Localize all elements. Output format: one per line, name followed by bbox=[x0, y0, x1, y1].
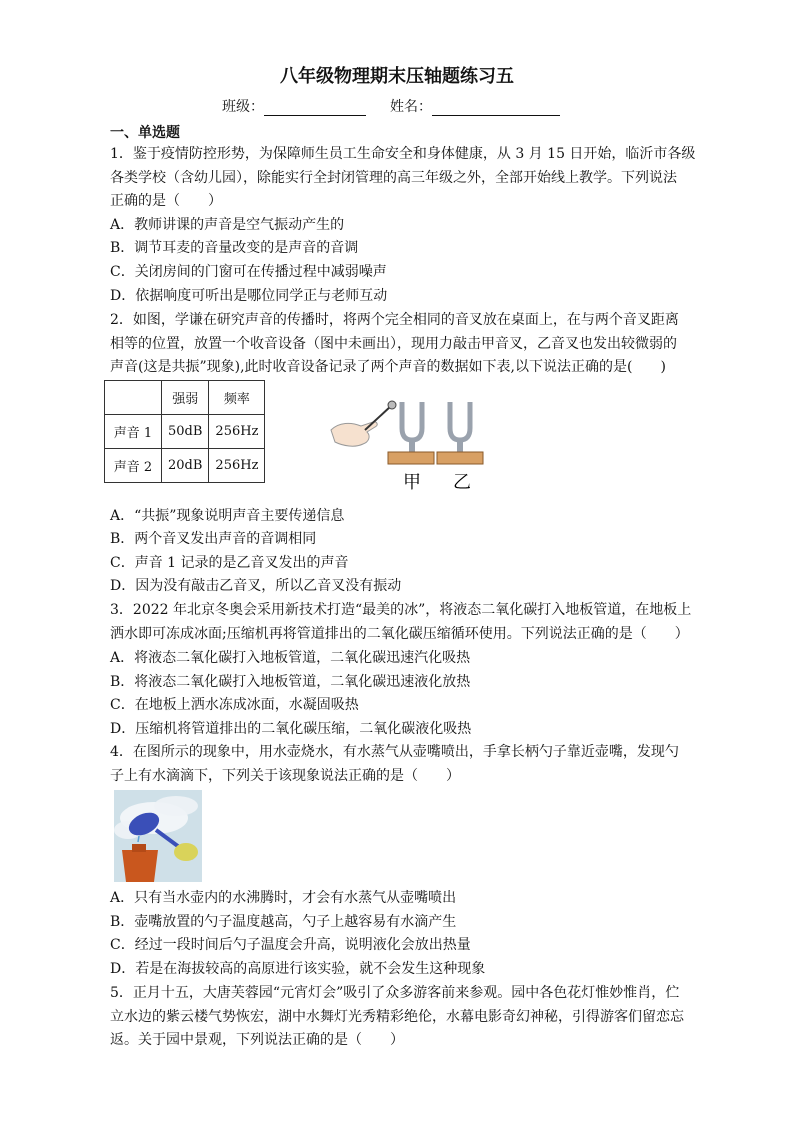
tuning-fork-figure bbox=[325, 392, 495, 492]
q2-stem-line-3: 声音(这是共振”现象),此时收音设备记录了两个声音的数据如下表,以下说法正确的是( ) bbox=[110, 359, 666, 375]
table-cell: 256Hz bbox=[209, 415, 265, 449]
q2-stem-line-2: 相等的位置，放置一个收音设备（图中未画出），现用力敲击甲音叉，乙音叉也发出较微弱的 bbox=[110, 336, 677, 352]
mallet-handle bbox=[365, 406, 391, 430]
table-row bbox=[105, 449, 265, 483]
q1-option-b[interactable]: B．调节耳麦的音量改变的是声音的音调 bbox=[110, 240, 359, 256]
class-blank[interactable] bbox=[264, 99, 366, 116]
q4-stem-line-2: 子上有水滴滴下，下列关于该现象说法正确的是（ ） bbox=[110, 768, 460, 784]
hand-icon bbox=[174, 843, 198, 861]
mallet-head bbox=[388, 401, 396, 409]
section-title: 一、单选题 bbox=[110, 125, 180, 141]
fork-a-label: 甲 bbox=[403, 472, 421, 492]
q3-option-a[interactable]: A．将液态二氧化碳打入地板管道，二氧化碳迅速汽化吸热 bbox=[110, 650, 471, 666]
table-header-cell: 强弱 bbox=[162, 381, 209, 415]
table-cell: 50dB bbox=[162, 415, 209, 449]
q1-stem-line-2: 各类学校（含幼儿园），除能实行全封闭管理的高三年级之外，全部开始线上教学。下列说法 bbox=[110, 170, 677, 186]
q2-stem-line-1: 2．如图，学谦在研究声音的传播时，将两个完全相同的音叉放在桌面上，在与两个音叉距离 bbox=[110, 312, 679, 328]
q5-stem-line-1: 5．正月十五，大唐芙蓉园“元宵灯会”吸引了众多游客前来参观。园中各色花灯惟妙惟肖，伫 bbox=[110, 985, 680, 1001]
name-label: 姓名： bbox=[390, 99, 432, 115]
q2-option-c[interactable]: C．声音 1 记录的是乙音叉发出的声音 bbox=[110, 555, 349, 571]
table-header-cell: 频率 bbox=[209, 381, 265, 415]
table-header-row bbox=[105, 381, 265, 415]
q4-option-b[interactable]: B．壶嘴放置的勺子温度越高，勺子上越容易有水滴产生 bbox=[110, 914, 457, 930]
q4-option-a[interactable]: A．只有当水壶内的水沸腾时，才会有水蒸气从壶嘴喷出 bbox=[110, 890, 457, 906]
q3-option-d[interactable]: D．压缩机将管道排出的二氧化碳压缩，二氧化碳液化吸热 bbox=[110, 721, 472, 737]
q3-stem-line-1: 3．2022 年北京冬奥会采用新技术打造“最美的冰”，将液态二氧化碳打入地板管道，在地板上 bbox=[110, 602, 692, 618]
student-info-line bbox=[222, 96, 560, 116]
kettle-spoon-figure bbox=[114, 790, 202, 882]
q1-option-d[interactable]: D．依据响度可听出是哪位同学正与老师互动 bbox=[110, 288, 388, 304]
q1-option-a[interactable]: A．教师讲课的声音是空气振动产生的 bbox=[110, 217, 345, 233]
table-header-cell bbox=[105, 381, 162, 415]
water-drop-icon bbox=[138, 836, 139, 842]
q5-stem-line-3: 返。关于园中景观，下列说法正确的是（ ） bbox=[110, 1032, 404, 1048]
q1-option-c[interactable]: C．关闭房间的门窗可在传播过程中减弱噪声 bbox=[110, 264, 387, 280]
q4-stem-line-1: 4．在图所示的现象中，用水壶烧水，有水蒸气从壶嘴喷出，手拿长柄勺子靠近壶嘴，发现勺 bbox=[110, 744, 679, 760]
q2-option-d[interactable]: D．因为没有敲击乙音叉，所以乙音叉没有振动 bbox=[110, 578, 402, 594]
q2-option-b[interactable]: B．两个音叉发出声音的音调相同 bbox=[110, 531, 317, 547]
table-cell: 声音 2 bbox=[105, 449, 162, 483]
q3-option-c[interactable]: C．在地板上洒水冻成冰面，水凝固吸热 bbox=[110, 697, 359, 713]
table-cell: 声音 1 bbox=[105, 415, 162, 449]
q3-stem-line-2: 洒水即可冻成冰面;压缩机再将管道排出的二氧化碳压缩循环使用。下列说法正确的是（ ） bbox=[110, 626, 689, 642]
page-title: 八年级物理期末压轴题练习五 bbox=[280, 66, 514, 87]
q1-stem-line-3: 正确的是（ ） bbox=[110, 193, 222, 209]
name-blank[interactable] bbox=[432, 99, 560, 116]
tuning-fork-b-icon bbox=[437, 402, 483, 464]
q2-option-a[interactable]: A．“共振”现象说明声音主要传递信息 bbox=[110, 508, 345, 524]
q4-option-c[interactable]: C．经过一段时间后勺子温度会升高，说明液化会放出热量 bbox=[110, 937, 471, 953]
kettle-icon bbox=[122, 850, 158, 882]
q5-stem-line-2: 立水边的紫云楼气势恢宏，湖中水舞灯光秀精彩绝伦，水幕电影奇幻神秘，引得游客们留恋忘 bbox=[110, 1009, 684, 1025]
class-label: 班级： bbox=[222, 99, 264, 115]
table-cell: 256Hz bbox=[209, 449, 265, 483]
q1-stem-line-1: 1．鉴于疫情防控形势，为保障师生员工生命安全和身体健康，从 3 月 15 日开始，临沂市各级 bbox=[110, 146, 696, 162]
tuning-fork-a-icon bbox=[388, 402, 434, 464]
table-cell: 20dB bbox=[162, 449, 209, 483]
table-row bbox=[105, 415, 265, 449]
q3-option-b[interactable]: B．将液态二氧化碳打入地板管道，二氧化碳迅速液化放热 bbox=[110, 674, 471, 690]
fork-b-label: 乙 bbox=[453, 472, 471, 492]
q4-option-d[interactable]: D．若是在海拔较高的高原进行该实验，就不会发生这种现象 bbox=[110, 961, 486, 977]
sound-data-table bbox=[104, 380, 265, 483]
